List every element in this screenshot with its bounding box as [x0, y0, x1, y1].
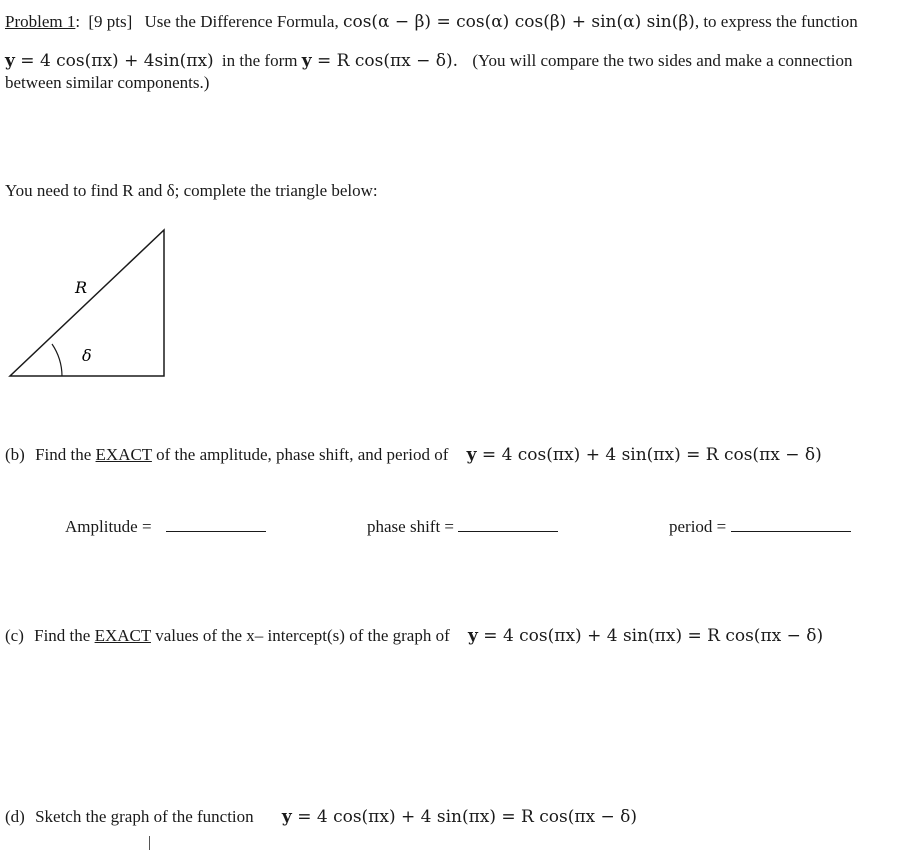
- angle-label: δ: [82, 346, 92, 365]
- amplitude-label: Amplitude =: [65, 517, 152, 536]
- function-rhs: = 4 cos(πx) + 4sin(πx): [14, 51, 214, 71]
- part-b-text-post: of the amplitude, phase shift, and period of: [156, 445, 449, 464]
- part-d-text: Sketch the graph of the function: [35, 807, 254, 826]
- period-row: [669, 517, 851, 537]
- part-c-text-post: values of the x– intercept(s) of the graph of: [155, 626, 450, 645]
- problem-colon: :: [75, 12, 81, 31]
- triangle-diagram: [0, 220, 200, 390]
- function-line: [5, 51, 853, 71]
- part-b-text-pre: Find the: [35, 445, 92, 464]
- part-b-equation: = 4 cos(πx) + 4 sin(πx) = R cos(πx − δ): [476, 445, 822, 465]
- part-c-text-pre: Find the: [34, 626, 91, 645]
- form-lhs: y: [301, 51, 312, 71]
- form-rhs: = R cos(πx − δ).: [311, 51, 459, 71]
- hypotenuse-label: R: [75, 278, 88, 297]
- problem-intro: Use the Difference Formula,: [144, 12, 339, 31]
- angle-arc: [52, 344, 62, 376]
- problem-header: [5, 12, 858, 32]
- problem-label: Problem 1: [5, 12, 76, 31]
- problem-intro-end: , to express the function: [694, 12, 858, 31]
- form-text: in the form: [221, 51, 298, 70]
- function-lhs: y: [5, 51, 15, 71]
- part-d-equation-y: y: [281, 807, 292, 827]
- part-c-exact: EXACT: [94, 626, 151, 645]
- text-cursor: [149, 836, 150, 850]
- amplitude-row: [65, 517, 266, 537]
- part-d-label: (d): [5, 807, 25, 826]
- problem-points: [9 pts]: [88, 12, 133, 31]
- part-b-exact: EXACT: [95, 445, 152, 464]
- compare-note-1: (You will compare the two sides and make a connection: [472, 51, 853, 70]
- difference-formula: cos(α − β) = cos(α) cos(β) + sin(α) sin(β): [342, 12, 695, 32]
- part-c-question: [5, 626, 823, 646]
- part-d-equation: = 4 cos(πx) + 4 sin(πx) = R cos(πx − δ): [291, 807, 638, 827]
- amplitude-blank[interactable]: [166, 517, 266, 532]
- period-blank[interactable]: [731, 517, 851, 532]
- phase-shift-row: [367, 517, 558, 537]
- compare-note-2: between similar components.): [5, 73, 210, 92]
- phase-shift-label: phase shift =: [367, 517, 455, 536]
- triangle-instruction: You need to find R and δ; complete the triangle below:: [5, 181, 378, 200]
- part-b-question: [5, 445, 822, 465]
- part-c-equation: = 4 cos(πx) + 4 sin(πx) = R cos(πx − δ): [477, 626, 824, 646]
- part-b-label: (b): [5, 445, 25, 464]
- part-c-equation-y: y: [468, 626, 478, 646]
- period-label: period =: [669, 517, 727, 536]
- phase-shift-blank[interactable]: [458, 517, 558, 532]
- part-b-equation-y: y: [466, 445, 477, 465]
- part-d-question: [5, 807, 637, 827]
- part-c-label: (c): [5, 626, 24, 645]
